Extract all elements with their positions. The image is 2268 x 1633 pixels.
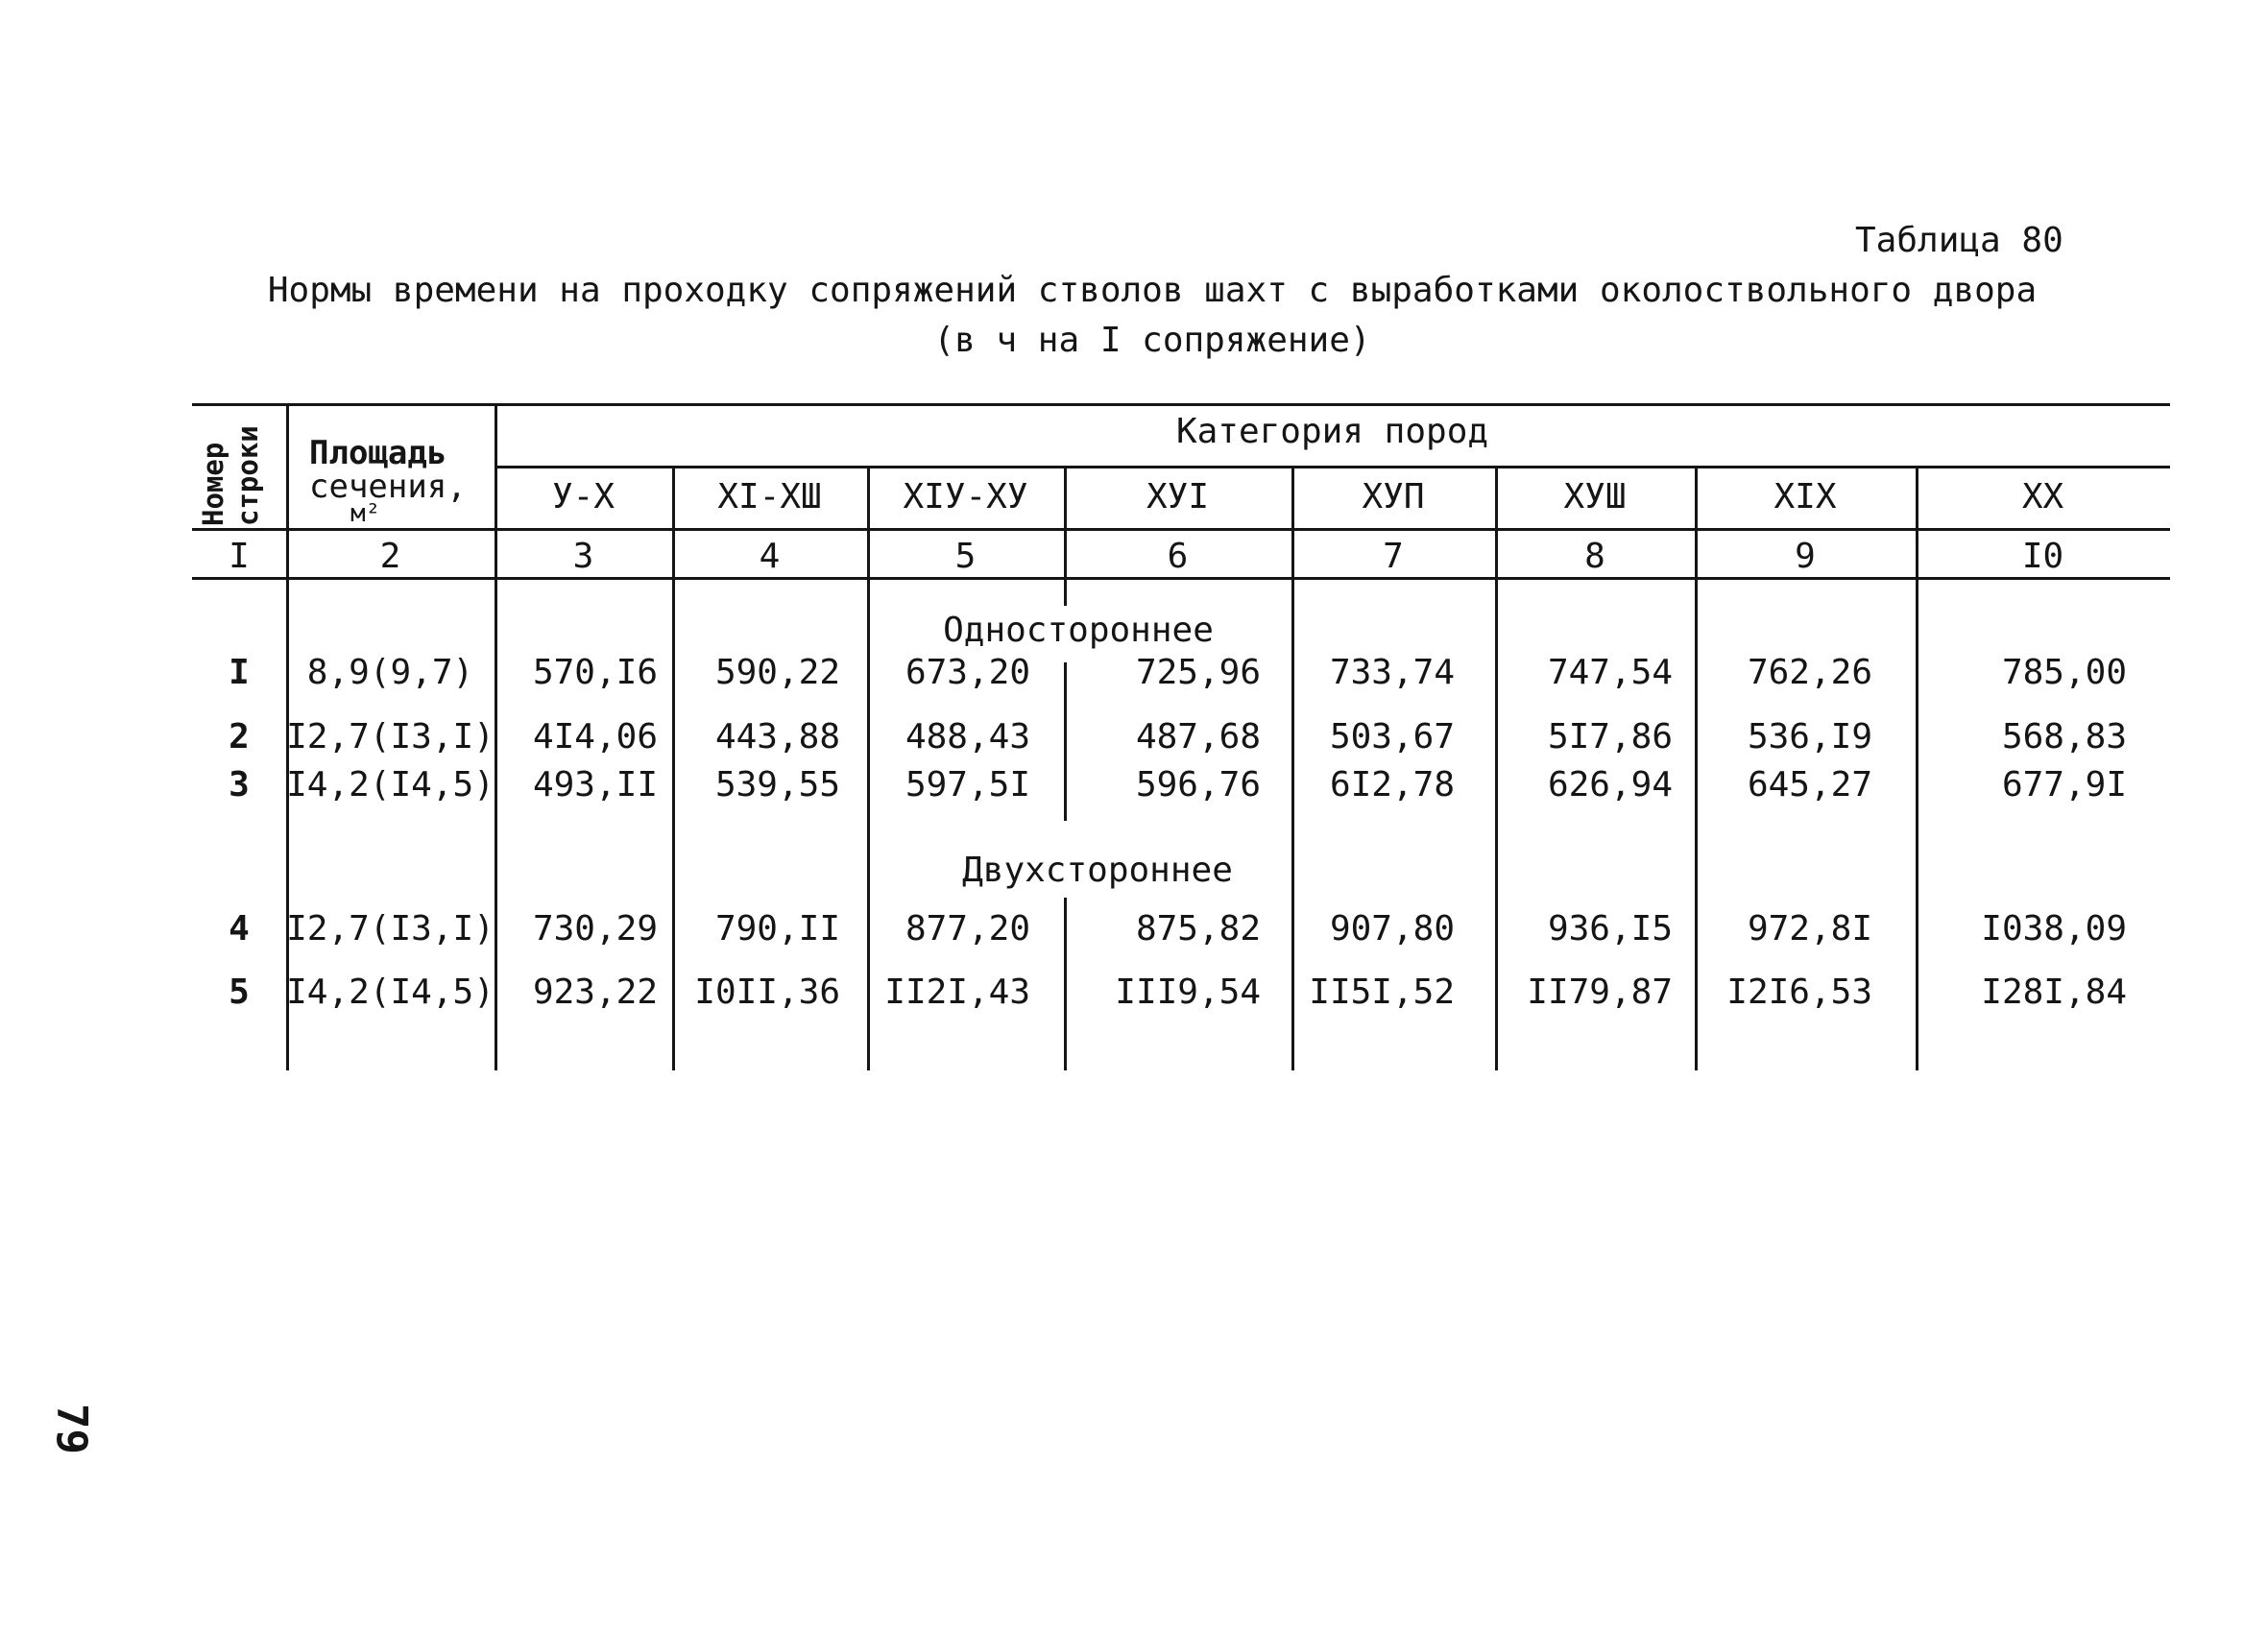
col-number-9: 9 [1795, 537, 1816, 576]
col-number-7: 7 [1383, 537, 1404, 576]
rule-category [495, 466, 2170, 468]
col-header-9: ХIХ [1773, 477, 1837, 516]
area-header-line3: м² [350, 499, 381, 528]
row-number: 3 [229, 765, 250, 804]
row-value-col-4: 790,II [714, 909, 840, 949]
vrule-5-body-a [1064, 577, 1067, 606]
page-number: 79 [47, 1404, 96, 1454]
row-value-col-10: 568,83 [2001, 717, 2127, 756]
col-header-10: ХХ [2021, 477, 2064, 516]
row-number: 2 [229, 717, 250, 756]
col-number-3: 3 [572, 537, 594, 576]
col-number-10: I0 [2021, 537, 2064, 576]
row-value-col-4: 539,55 [714, 765, 840, 804]
area-header-line2: сечения, [309, 468, 467, 506]
row-number: 4 [229, 909, 250, 949]
row-area: I2,7(I3,I) [286, 717, 495, 756]
col-header-6: ХУI [1146, 477, 1210, 516]
col-header-7: ХУП [1362, 477, 1425, 516]
row-value-col-6: 725,96 [1135, 653, 1261, 692]
col-header-4: ХI-ХШ [717, 477, 822, 516]
row-value-col-6: 596,76 [1135, 765, 1261, 804]
row-value-col-5: II2I,43 [884, 973, 1030, 1012]
row-value-col-8: 936,I5 [1547, 909, 1673, 949]
row-value-col-3: 4I4,06 [532, 717, 658, 756]
row-value-col-7: 733,74 [1329, 653, 1455, 692]
col-header-5: ХIУ-ХУ [903, 477, 1028, 516]
table-label: Таблица 80 [1855, 221, 2063, 260]
row-value-col-3: 730,29 [532, 909, 658, 949]
row-value-col-5: 877,20 [905, 909, 1030, 949]
row-value-col-9: 645,27 [1747, 765, 1872, 804]
row-value-col-10: 785,00 [2001, 653, 2127, 692]
row-value-col-3: 570,I6 [532, 653, 658, 692]
row-value-col-4: 590,22 [714, 653, 840, 692]
row-value-col-3: 923,22 [532, 973, 658, 1012]
row-number: I [229, 653, 250, 692]
category-header: Категория пород [1175, 412, 1489, 451]
rule-top [192, 403, 2170, 406]
row-value-col-4: I0II,36 [694, 973, 840, 1012]
row-value-col-8: 5I7,86 [1547, 717, 1673, 756]
area-header-line1: Площадь [309, 434, 447, 472]
row-number-header-line1: Номер [197, 442, 229, 526]
section-two-sided: Двухстороннее [962, 851, 1233, 890]
row-value-col-5: 488,43 [905, 717, 1030, 756]
row-number-header [198, 413, 284, 528]
row-area: I4,2(I4,5) [286, 973, 495, 1012]
row-value-col-8: 626,94 [1547, 765, 1673, 804]
row-value-col-9: I2I6,53 [1726, 973, 1872, 1012]
col-number-1: I [229, 537, 250, 576]
row-value-col-3: 493,II [532, 765, 658, 804]
row-value-col-7: 6I2,78 [1329, 765, 1455, 804]
rule-numbers-bottom [192, 577, 2170, 580]
row-area: 8,9(9,7) [306, 653, 474, 692]
col-header-8: ХУШ [1563, 477, 1627, 516]
row-value-col-9: 762,26 [1747, 653, 1872, 692]
row-value-col-5: 597,5I [905, 765, 1030, 804]
row-value-col-7: 503,67 [1329, 717, 1455, 756]
row-value-col-6: 487,68 [1135, 717, 1261, 756]
row-value-col-7: 907,80 [1329, 909, 1455, 949]
table-subtitle: (в ч на I сопряжение) [933, 321, 1371, 360]
row-value-col-6: III9,54 [1115, 973, 1261, 1012]
row-value-col-6: 875,82 [1135, 909, 1261, 949]
row-value-col-5: 673,20 [905, 653, 1030, 692]
col-number-2: 2 [379, 537, 401, 576]
col-number-5: 5 [954, 537, 977, 576]
col-number-4: 4 [759, 537, 781, 576]
table-title: Нормы времени на проходку сопряжений стволов шахт с выработками околоствольного двора [267, 271, 2038, 310]
row-number-header-line2: строки [231, 425, 264, 526]
row-value-col-8: 747,54 [1547, 653, 1673, 692]
row-value-col-10: I038,09 [1981, 909, 2127, 949]
col-number-8: 8 [1584, 537, 1605, 576]
row-area: I2,7(I3,I) [286, 909, 495, 949]
section-one-sided: Одностороннее [943, 611, 1214, 650]
row-value-col-4: 443,88 [714, 717, 840, 756]
row-value-col-10: I28I,84 [1981, 973, 2127, 1012]
row-value-col-7: II5I,52 [1309, 973, 1455, 1012]
row-value-col-8: II79,87 [1527, 973, 1673, 1012]
row-value-col-9: 536,I9 [1747, 717, 1872, 756]
row-number: 5 [229, 973, 250, 1012]
row-value-col-9: 972,8I [1747, 909, 1872, 949]
row-area: I4,2(I4,5) [286, 765, 495, 804]
col-header-3: У-Х [551, 477, 615, 516]
rule-header-bottom [192, 528, 2170, 531]
col-number-6: 6 [1167, 537, 1189, 576]
row-value-col-10: 677,9I [2001, 765, 2127, 804]
